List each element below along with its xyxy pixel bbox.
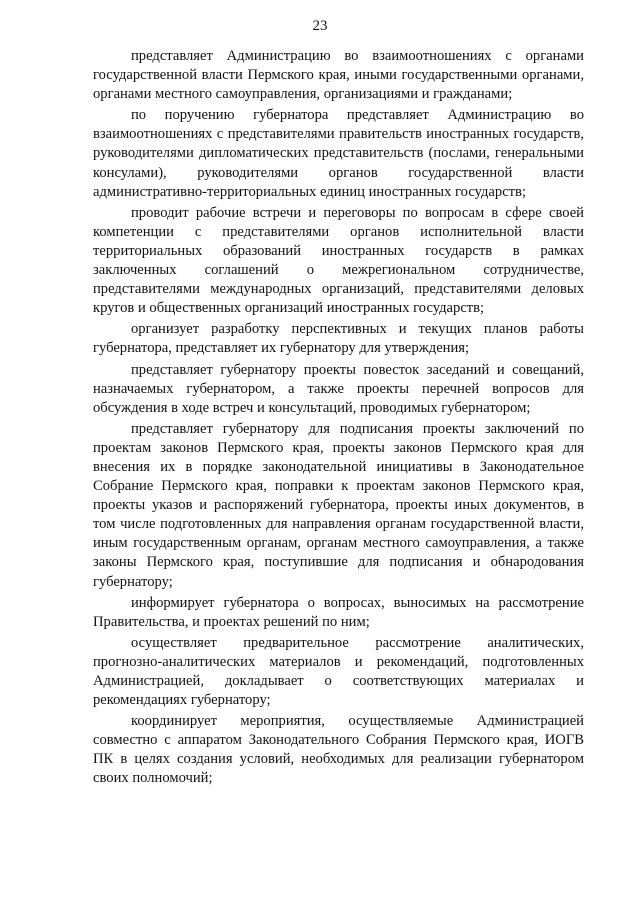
paragraph: информирует губернатора о вопросах, выносимых на рассмотрение Правительства, и проектах решений по ним; bbox=[93, 594, 584, 630]
paragraph: представляет Администрацию во взаимоотношениях с органами государственной власти Пермского края, иными государственными органами, органами местного самоуправления, организациями и гражданами; bbox=[93, 48, 584, 103]
paragraph: представляет губернатору проекты повесток заседаний и совещаний, назначаемых губернатором, а также проекты перечней вопросов для обсуждения в ходе встреч и консультаций, проводимых губернатором; bbox=[93, 361, 584, 416]
paragraph: представляет губернатору для подписания проекты заключений по проектам законов Пермского края, проекты законов Пермского края для внесения их в порядке законодательной инициативы в Законодательное Собрание Пермского края, поправки к проектам законов Пермского края, проекты указов и распоряжений губернатора, проекты иных документов, в том числе подготовленных для направления органам государственной власти, иным государственным органам, органам местного самоуправления, а также законы Пермского края, поступившие для подписания и обнародования губернатору; bbox=[93, 420, 584, 590]
page-number: 23 bbox=[312, 18, 328, 34]
paragraph: организует разработку перспективных и текущих планов работы губернатора, представляет их губернатору для утверждения; bbox=[93, 321, 584, 357]
paragraph: по поручению губернатора представляет Администрацию во взаимоотношениях с представителями правительств иностранных государств, руководителями дипломатических представительств (послами, генеральными консулами), руководителями органов государственной власти административно-территориальных единиц иностранных государств; bbox=[93, 107, 584, 200]
paragraph: проводит рабочие встречи и переговоры по вопросам в сфере своей компетенции с представителями органов исполнительной власти территориальных образований иностранных государств в рамках заключенных соглашений о межрегиональном сотрудничестве, представителями международных организаций, представителями деловых кругов и общественных организаций иностранных государств; bbox=[93, 204, 584, 317]
document-body bbox=[93, 47, 584, 791]
paragraph: координирует мероприятия, осуществляемые Администрацией совместно с аппаратом Законодательного Собрания Пермского края, ИОГВ ПК в целях создания условий, необходимых для реализации губернатором своих полномочий; bbox=[93, 713, 584, 787]
paragraph: осуществляет предварительное рассмотрение аналитических, прогнозно-аналитических материалов и рекомендаций, подготовленных Администрацией, докладывает о соответствующих материалах и рекомендациях губернатору; bbox=[93, 634, 584, 709]
